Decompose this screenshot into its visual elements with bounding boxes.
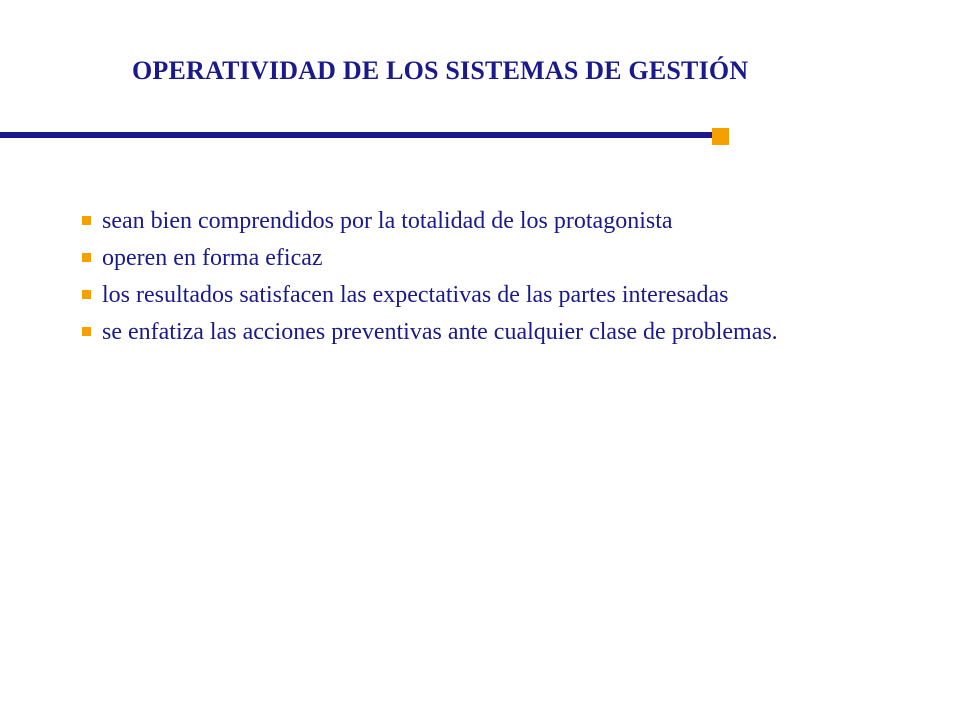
bullet-text: operen en forma eficaz [102, 245, 323, 271]
square-bullet-icon [82, 216, 91, 225]
slide-title: OPERATIVIDAD DE LOS SISTEMAS DE GESTIÓN [132, 56, 749, 85]
bullet-list [76, 203, 884, 351]
bullet-item [76, 240, 884, 277]
square-bullet-icon [82, 327, 91, 336]
square-bullet-icon [82, 290, 91, 299]
square-bullet-icon [82, 253, 91, 262]
bullet-item [76, 203, 884, 240]
bullet-item [76, 314, 884, 351]
bullet-text: los resultados satisfacen las expectativas de las partes interesadas [102, 282, 729, 308]
bullet-item [76, 277, 884, 314]
bullet-text: sean bien comprendidos por la totalidad de los protagonista [102, 208, 673, 234]
rule-accent-square-icon [712, 128, 729, 145]
title-underline-rule [0, 132, 712, 138]
bullet-text: se enfatiza las acciones preventivas ante cualquier clase de problemas. [102, 319, 778, 345]
